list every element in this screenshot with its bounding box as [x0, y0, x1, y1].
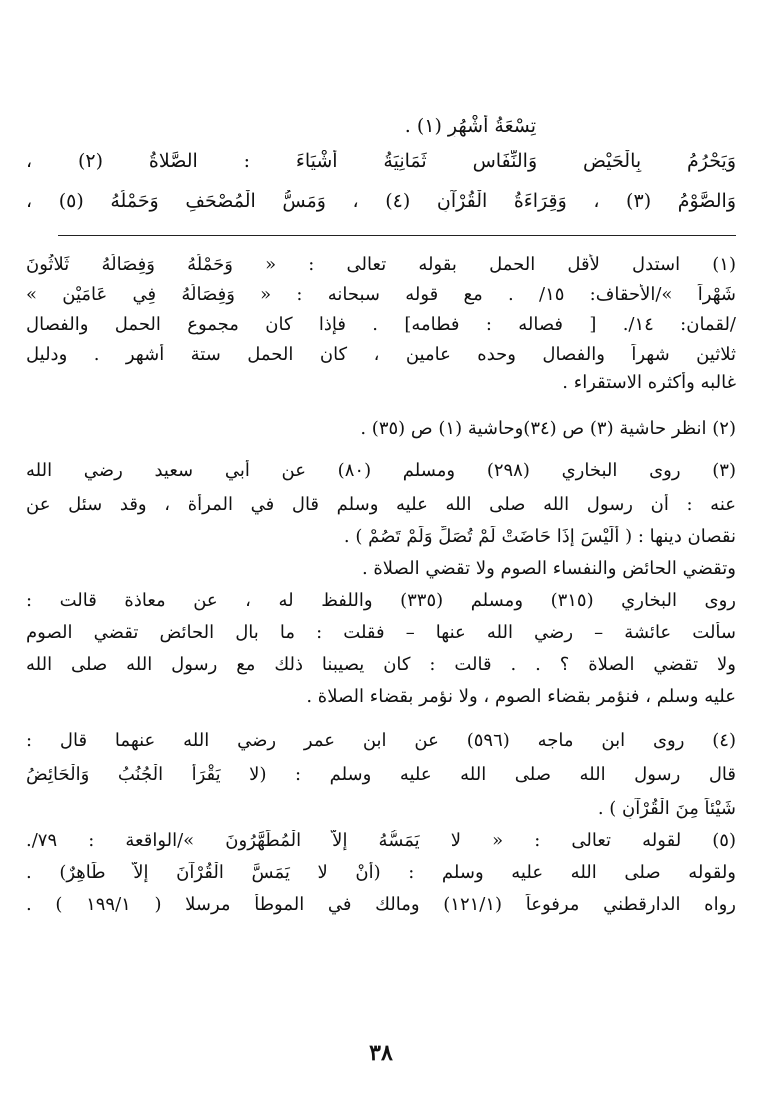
main-text-line: وَيَحْرُمُ بِالْحَيْضِ وَالنِّفَاسِ ثَمَانِيَةُ أَشْيَاءَ : الصَّلاةُ (٢) ،: [26, 150, 736, 172]
footnote-divider: [58, 235, 736, 236]
footnote-line: روى البخاري (٣١٥) ومسلم (٣٣٥) واللفظ له ، عن معاذة قالت :: [26, 590, 736, 611]
footnote-line: /لقمان: ١٤/. [ فصاله : فطامه] . فإذا كان مجموع الحمل والفصال: [26, 314, 736, 335]
footnote-line: شَهْراً »/الأحقاف: ١٥/ . مع قوله سبحانه : « وَفِصَالُهُ فِي عَامَيْنِ »: [26, 284, 736, 305]
footnote-line: (٥) لقوله تعالى : « لا يَمَسُّهُ إِلاَّ الْمُطَهَّرُونَ »/الواقعة : ٧٩/.: [26, 830, 736, 851]
footnote-line: غالبه وأكثره الاستقراء .: [562, 372, 736, 393]
footnote-line: نقصان دينها : ( أَلَيْسَ إِذَا حَاضَتْ لَمْ تُصَلِّ وَلَمْ تَصُمْ ) .: [343, 526, 736, 547]
footnote-line: (٤) روى ابن ماجه (٥٩٦) عن ابن عمر رضي الله عنهما قال :: [26, 730, 736, 751]
footnote-line: رواه الدارقطني مرفوعاً (١٢١/١) ومالك في الموطأ مرسلا ( ١٩٩/١ ) .: [26, 894, 736, 915]
main-text-line: وَالصَّوْمُ (٣) ، وَقِرَاءَةُ الْقُرْآنِ (٤) ، وَمَسُّ الْمُصْحَفِ وَحَمْلُهُ (٥) ،: [26, 190, 736, 212]
footnote-line: (١) استدل لأقل الحمل بقوله تعالى : « وَحَمْلُهُ وَفِصَالُهُ ثَلاثُونَ: [26, 254, 736, 275]
main-text-line: تِسْعَةُ أَشْهُرٍ (١) .: [404, 115, 536, 137]
footnote-line: عليه وسلم ، فنؤمر بقضاء الصوم ، ولا نؤمر بقضاء الصلاة .: [306, 686, 736, 707]
footnote-line: وتقضي الحائض والنفساء الصوم ولا تقضي الصلاة .: [361, 558, 736, 579]
page-number: ٣٨: [369, 1040, 393, 1066]
footnote-line: عنه : أن رسول الله صلى الله عليه وسلم قال في المرأة ، وقد سئل عن: [26, 494, 736, 515]
footnote-line: ثلاثين شهراً والفصال وحده عامين ، كان الحمل ستة أشهر . ودليل: [26, 344, 736, 365]
footnote-line: سألت عائشة – رضي الله عنها – فقلت : ما بال الحائض تقضي الصوم: [26, 622, 736, 643]
footnote-line: شَيْئاً مِنَ الْقُرْآنِ ) .: [597, 798, 736, 819]
footnote-line: ولا تقضي الصلاة ؟ . . قالت : كان يصيبنا ذلك مع رسول الله صلى الله: [26, 654, 736, 675]
footnote-line: (٢) انظر حاشية (٣) ص (٣٤)وحاشية (١) ص (٣٥) .: [360, 418, 736, 439]
footnote-line: (٣) روى البخاري (٢٩٨) ومسلم (٨٠) عن أبي سعيد رضي الله: [26, 460, 736, 481]
footnote-line: ولقوله صلى الله عليه وسلم : (أَنْ لا يَمَسَّ الْقُرْآنَ إِلاَّ طَاهِرٌ) .: [26, 862, 736, 883]
footnote-line: قال رسول الله صلى الله عليه وسلم : (لا يَقْرَأُ الْجُنُبُ وَالْحَائِضُ: [26, 764, 736, 785]
